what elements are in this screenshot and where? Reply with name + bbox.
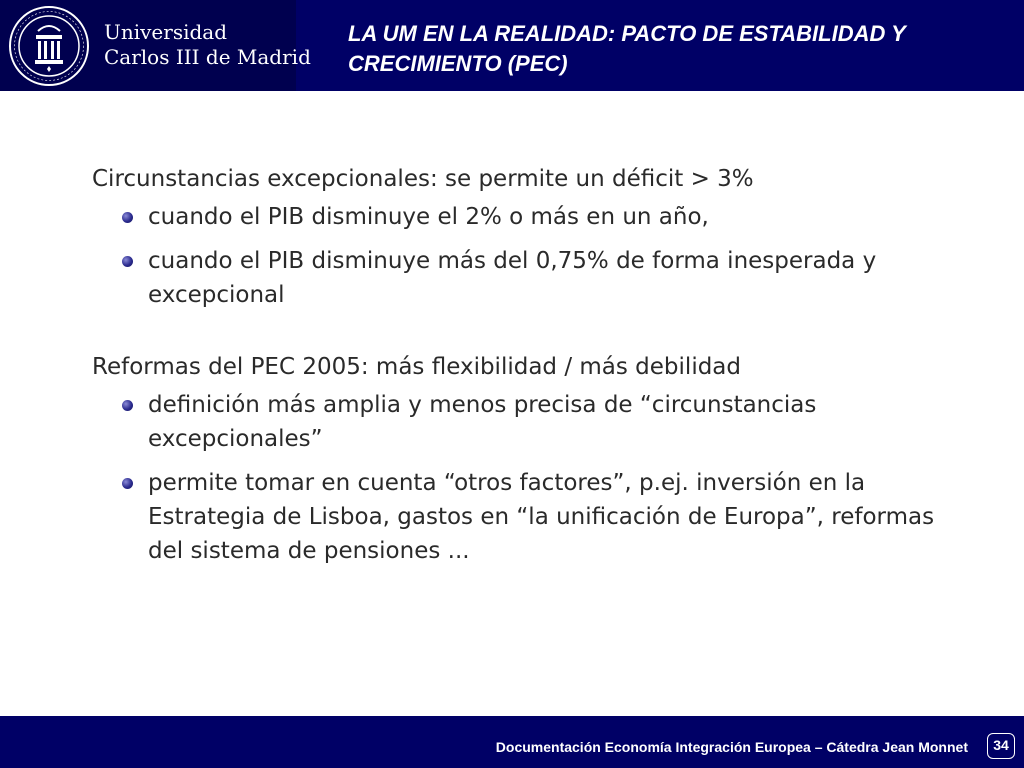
footer-text: Documentación Economía Integración Europea – Cátedra Jean Monnet	[495, 739, 968, 755]
bullet-text: excepcionales”	[148, 426, 323, 452]
section-heading-reforms: Reformas del PEC 2005: más flexibilidad / más debilidad	[92, 354, 741, 380]
bullet-list-reforms	[92, 388, 972, 568]
university-logo	[0, 0, 311, 91]
bullet-dot-icon	[122, 478, 133, 489]
bullet-text: Estrategia de Lisboa, gastos en “la unificación de Europa”, reformas	[148, 504, 935, 530]
university-seal-icon	[8, 5, 90, 87]
section-spacer	[92, 322, 972, 350]
list-item	[92, 466, 972, 568]
bullet-dot-icon	[122, 256, 133, 267]
page-number: 34	[987, 733, 1015, 759]
list-item	[92, 244, 972, 312]
slide-title-line-1: LA UM EN LA REALIDAD: PACTO DE ESTABILIDAD Y	[348, 21, 906, 46]
slide-content	[92, 162, 972, 578]
bullet-dot-icon	[122, 400, 133, 411]
bullet-text: permite tomar en cuenta “otros factores”, p.ej. inversión en la	[148, 470, 866, 496]
bullet-list-exceptional	[92, 200, 972, 312]
bullet-dot-icon	[122, 212, 133, 223]
bullet-text: cuando el PIB disminuye el 2% o más en un año,	[148, 204, 709, 230]
header-bar	[0, 0, 1024, 91]
bullet-text: definición más amplia y menos precisa de “circunstancias	[148, 392, 817, 418]
list-item	[92, 200, 972, 234]
bullet-text: excepcional	[148, 282, 285, 308]
bullet-text: del sistema de pensiones ...	[148, 538, 470, 564]
footer-bar	[0, 716, 1024, 768]
slide-title-line-2: CRECIMIENTO (PEC)	[348, 51, 568, 76]
slide-title	[348, 19, 1014, 79]
university-name-line-1: Universidad	[104, 20, 228, 44]
university-name-line-2: Carlos III de Madrid	[104, 45, 311, 69]
bullet-text: cuando el PIB disminuye más del 0,75% de forma inesperada y	[148, 248, 877, 274]
section-heading-exceptional: Circunstancias excepcionales: se permite un déficit > 3%	[92, 166, 754, 192]
list-item	[92, 388, 972, 456]
university-name	[104, 20, 311, 70]
